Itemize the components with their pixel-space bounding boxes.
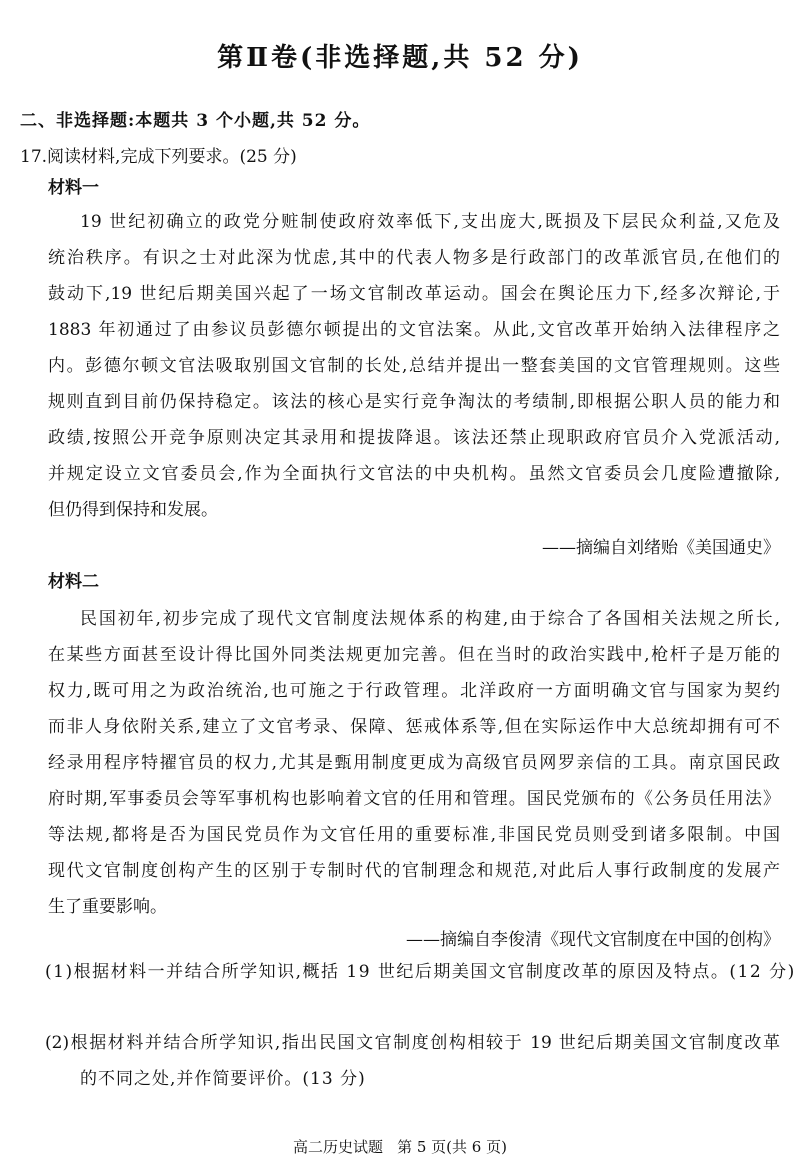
material-2-line: 经录用程序特擢官员的权力,尤其是甄用制度更成为高级官员网罗亲信的工具。南京国民政 — [48, 753, 780, 773]
material-1-line: 内。彭德尔顿文官法吸取别国文官制的长处,总结并提出一整套美国的文官管理规则。这些 — [48, 356, 780, 376]
material-1-line: 并规定设立文官委员会,作为全面执行文官法的中央机构。虽然文官委员会几度险遭撤除, — [48, 464, 780, 484]
material-1-source: ——摘编自刘绪贻《美国通史》 — [542, 538, 780, 558]
material-2-line: 而非人身依附关系,建立了文官考录、保障、惩戒体系等,但在实际运作中大总统却拥有可不 — [48, 717, 780, 737]
footer-subject: 高二历史试题 — [293, 1138, 384, 1156]
material-1-text — [48, 204, 780, 528]
material-2-line: 民国初年,初步完成了现代文官制度法规体系的构建,由于综合了各国相关法规之所长, — [80, 609, 780, 629]
question-17-stem: 17.阅读材料,完成下列要求。(25 分) — [20, 147, 297, 167]
subquestion-1: (1)根据材料一并结合所学知识,概括 19 世纪后期美国文官制度改革的原因及特点。(12 分) — [45, 962, 796, 982]
material-2-line: 现代文官制度创构产生的区别于专制时代的官制理念和规范,对此后人事行政制度的发展产 — [48, 861, 780, 881]
material-2-label: 材料二 — [48, 572, 99, 592]
material-1-line: 政绩,按照公开竞争原则决定其录用和提拔降退。该法还禁止现职政府官员介入党派活动, — [48, 428, 780, 448]
subquestion-2-line: (2)根据材料并结合所学知识,指出民国文官制度创构相较于 19 世纪后期美国文官制度改革 — [45, 1033, 780, 1053]
material-1-line: 规则直到目前仍保持稳定。该法的核心是实行竞争淘汰的考绩制,即根据公职人员的能力和 — [48, 392, 780, 412]
page-footer — [0, 1134, 800, 1160]
material-1-line: 19 世纪初确立的政党分赃制使政府效率低下,支出庞大,既损及下层民众利益,又危及 — [80, 212, 780, 232]
part-title: 第Ⅱ卷(非选择题,共 52 分) — [217, 43, 583, 73]
material-1-line: 1883 年初通过了由参议员彭德尔顿提出的文官法案。从此,文官改革开始纳入法律程序之 — [48, 320, 780, 340]
material-2-line: 权力,既可用之为政治统治,也可施之于行政管理。北洋政府一方面明确文官与国家为契约 — [48, 681, 780, 701]
material-2-line: 府时期,军事委员会等军事机构也影响着文官的任用和管理。国民党颁布的《公务员任用法》 — [48, 789, 780, 809]
material-2-source: ——摘编自李俊清《现代文官制度在中国的创构》 — [406, 930, 780, 950]
material-1-line: 统治秩序。有识之士对此深为忧虑,其中的代表人物多是行政部门的改革派官员,在他们的 — [48, 248, 780, 268]
material-2-line: 在某些方面甚至设计得比国外同类法规更加完善。但在当时的政治实践中,枪杆子是万能的 — [48, 645, 780, 665]
material-1-line: 鼓动下,19 世纪后期美国兴起了一场文官制改革运动。国会在舆论压力下,经多次辩论,于 — [48, 284, 780, 304]
material-2-text — [48, 601, 780, 925]
material-2-line: 生了重要影响。 — [48, 897, 167, 917]
section-heading: 二、非选择题:本题共 3 个小题,共 52 分。 — [20, 111, 371, 131]
material-1-line: 但仍得到保持和发展。 — [48, 500, 218, 520]
footer-page-number: 第 5 页(共 6 页) — [397, 1138, 507, 1156]
subquestion-2-line: 的不同之处,并作简要评价。(13 分) — [80, 1069, 366, 1089]
material-2-line: 等法规,都将是否为国民党员作为文官任用的重要标准,非国民党员则受到诸多限制。中国 — [48, 825, 780, 845]
material-1-label: 材料一 — [48, 178, 99, 198]
subquestion-2 — [45, 1025, 780, 1097]
